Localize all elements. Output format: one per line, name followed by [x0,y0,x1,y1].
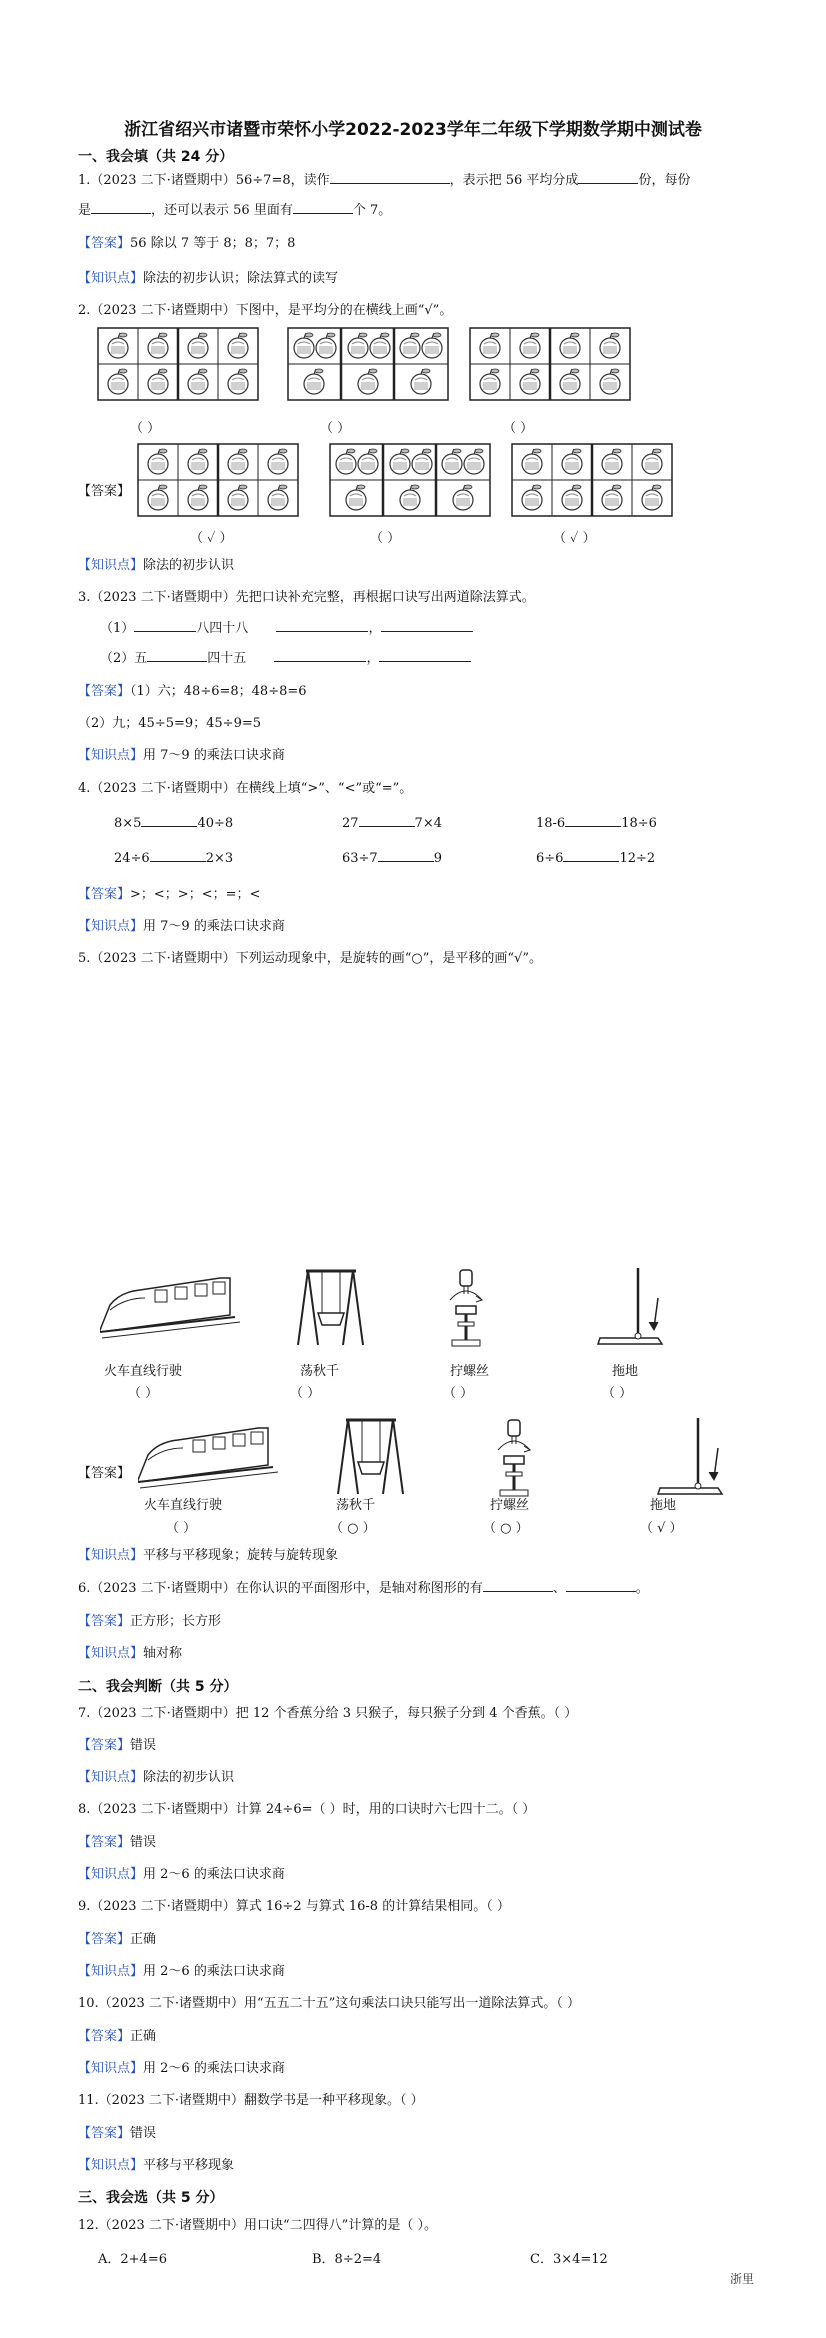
answer-label-screw: 拧螺丝 [490,1498,530,1513]
knowledge-4: 【知识点】用 7～9 的乘法口诀求商 [78,919,285,934]
question-5: 5.（2023 二下·诸暨期中）下列运动现象中，是旋转的画“○”，是平移的画“√”。 [78,951,542,966]
answer-9: 【答案】正确 [78,1932,157,1947]
question-4: 4.（2023 二下·诸暨期中）在横线上填“>”、“<”或“=”。 [78,781,413,796]
footer-mark: 浙里 [729,2272,754,2286]
q2-blank-1: （ ） [130,421,161,436]
screw-picture [450,1270,482,1346]
option-b: B．8÷2=4 [312,2252,382,2267]
knowledge-9: 【知识点】用 2～6 的乘法口诀求商 [78,1964,285,1979]
section-heading-3: 三、我会选（共 5 分） [78,2190,224,2206]
motion-figure-answer [138,1410,738,1506]
answer-5-tag: 【答案】 [78,1466,131,1481]
q2-blank-3: （ ） [503,421,534,436]
q5-answer-mark-1: （ ） [166,1521,197,1536]
answer-3: 【答案】（1）六；48÷6=8；48÷8=6 [78,684,307,699]
question-3: 3.（2023 二下·诸暨期中）先把口诀补充完整，再根据口诀写出两道除法算式。 [78,590,535,605]
question-8: 8.（2023 二下·诸暨期中）计算 24÷6=（ ）时，用的口诀时六七四十二。（ ） [78,1802,536,1817]
question-1-line1: 1.（2023 二下·诸暨期中）56÷7=8，读作 ，表示把 56 平均分成 份，每份 [78,173,691,188]
train-picture [100,1278,240,1338]
answer-label-train: 火车直线行驶 [144,1498,223,1513]
motion-figure-question [100,1260,700,1360]
q3-line2: （2）五 四十五 ， [100,650,471,668]
q2-answer-mark-2: （ ） [370,531,401,546]
question-12: 12.（2023 二下·诸暨期中）用口诀“二四得八”计算的是（ ）。 [78,2218,437,2233]
apple-figure-question [96,326,656,416]
knowledge-11: 【知识点】平移与平移现象 [78,2158,235,2173]
option-c: C．3×4=12 [530,2252,608,2267]
question-7: 7.（2023 二下·诸暨期中）把 12 个香蕉分给 3 只猴子，每只猴子分到 4 个香蕉。（ ） [78,1706,578,1721]
q5-answer-mark-3: （ ○ ） [483,1521,529,1536]
answer-label-swing: 荡秋千 [336,1498,376,1513]
section-heading-2: 二、我会判断（共 5 分） [78,1679,238,1695]
q5-answer-mark-4: （ √ ） [640,1521,683,1536]
knowledge-8: 【知识点】用 2～6 的乘法口诀求商 [78,1867,285,1882]
question-10: 10.（2023 二下·诸暨期中）用“五五二十五”这句乘法口诀只能写出一道除法算式。（ ） [78,1996,580,2011]
question-11: 11.（2023 二下·诸暨期中）翻数学书是一种平移现象。（ ） [78,2093,424,2108]
compare-item-5: 63÷7 9 [342,851,442,866]
answer-8: 【答案】错误 [78,1835,157,1850]
apple-box-2 [288,328,448,400]
answer-1: 【答案】56 除以 7 等于 8；8；7；8 [78,236,296,251]
compare-item-2: 27 7×4 [342,816,442,831]
mop-picture [598,1268,662,1344]
q5-answer-mark-2: （ ○ ） [330,1521,376,1536]
answer-label-mop: 拖地 [650,1498,677,1513]
answer-10: 【答案】正确 [78,2029,157,2044]
answer-6: 【答案】正方形；长方形 [78,1614,222,1629]
knowledge-5: 【知识点】平移与平移现象；旋转与旋转现象 [78,1548,339,1563]
apple-box-3 [470,328,630,400]
knowledge-3: 【知识点】用 7～9 的乘法口诀求商 [78,748,285,763]
compare-item-6: 6÷6 12÷2 [536,851,656,866]
compare-item-4: 24÷6 2×3 [114,851,234,866]
label-swing: 荡秋千 [300,1364,340,1379]
section-heading-1: 一、我会填（共 24 分） [78,149,234,165]
q2-answer-mark-1: （ ✓ ） [190,531,233,546]
q2-answer-mark-3: （ ✓ ） [553,531,596,546]
compare-item-3: 18-6 18÷6 [536,816,657,831]
answer-2-tag: 【答案】 [78,484,131,499]
label-screw: 拧螺丝 [450,1364,490,1379]
apple-box-1 [98,328,258,400]
answer-4: 【答案】>；<；>；<；=；< [78,887,261,902]
q5-blank-1: （ ） [128,1386,159,1401]
q5-blank-3: （ ） [443,1386,474,1401]
page-title: 浙江省绍兴市诸暨市荣怀小学2022-2023学年二年级下学期数学期中测试卷 [124,120,702,140]
question-2: 2.（2023 二下·诸暨期中）下图中，是平均分的在横线上画“√”。 [78,303,453,318]
option-a: A．2+4=6 [98,2252,167,2267]
knowledge-7: 【知识点】除法的初步认识 [78,1770,235,1785]
knowledge-6: 【知识点】轴对称 [78,1646,183,1661]
q2-blank-2: （ ） [320,421,351,436]
apple-figure-answer [136,442,696,528]
knowledge-2: 【知识点】除法的初步认识 [78,558,235,573]
question-6: 6.（2023 二下·诸暨期中）在你认识的平面图形中，是轴对称图形的有 、 。 [78,1581,649,1596]
q3-line1: （1） 八四十八 ， [100,620,473,638]
q5-blank-2: （ ） [290,1386,321,1401]
label-train: 火车直线行驶 [104,1364,183,1379]
compare-item-1: 8×5 40÷8 [114,816,234,831]
answer-3-part2: （2）九；45÷5=9；45÷9=5 [78,716,262,731]
swing-picture [298,1270,363,1345]
answer-11: 【答案】错误 [78,2126,157,2141]
q5-blank-4: （ ） [602,1386,633,1401]
answer-7: 【答案】错误 [78,1738,157,1753]
question-1-line2: 是 ，还可以表示 56 里面有 个 7。 [78,203,392,218]
knowledge-10: 【知识点】用 2～6 的乘法口诀求商 [78,2061,285,2076]
question-9: 9.（2023 二下·诸暨期中）算式 16÷2 与算式 16-8 的计算结果相同。（ ） [78,1899,510,1914]
label-mop: 拖地 [612,1364,639,1379]
knowledge-1: 【知识点】除法的初步认识；除法算式的读写 [78,271,339,286]
